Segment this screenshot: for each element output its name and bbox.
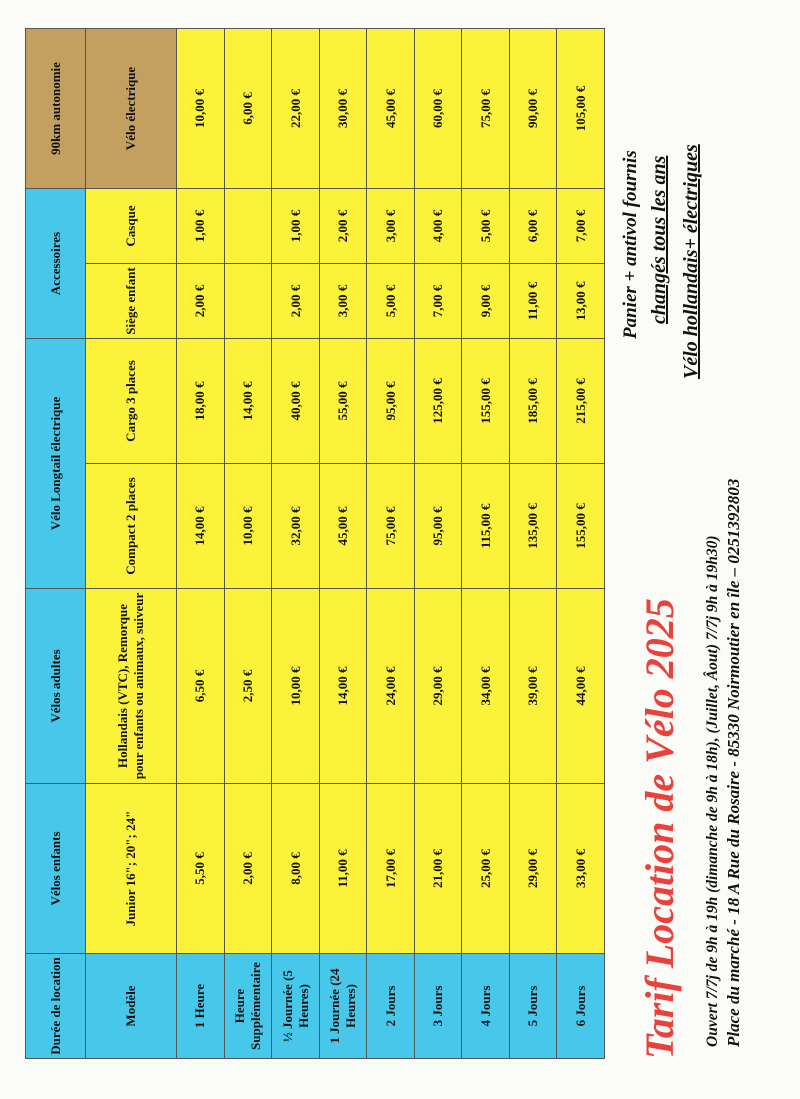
row-label: 2 Jours — [367, 954, 415, 1059]
price-child-seat: 3,00 € — [319, 264, 367, 339]
price-child-seat: 7,00 € — [414, 264, 462, 339]
price-helmet: 3,00 € — [367, 188, 415, 263]
price-kids: 11,00 € — [319, 784, 367, 954]
price-kids: 8,00 € — [272, 784, 320, 954]
price-helmet: 4,00 € — [414, 188, 462, 263]
feature-dutch-electric: Vélo hollandais+ électriques — [680, 144, 702, 379]
price-child-seat: 9,00 € — [462, 264, 510, 339]
price-child-seat: 2,00 € — [177, 264, 225, 339]
header-longtail: Vélo Longtail électrique — [26, 339, 86, 589]
price-helmet: 6,00 € — [509, 188, 557, 263]
price-child-seat: 2,00 € — [272, 264, 320, 339]
header-compact: Compact 2 places — [86, 464, 177, 589]
header-dutch-bike: Hollandais (VTC), Remorque pour enfants ou animaux, suiveur — [86, 589, 177, 784]
row-label: 5 Jours — [509, 954, 557, 1059]
price-adult: 44,00 € — [557, 589, 605, 784]
price-electric: 60,00 € — [414, 28, 462, 188]
price-helmet: 5,00 € — [462, 188, 510, 263]
price-helmet: 1,00 € — [177, 188, 225, 263]
price-electric: 30,00 € — [319, 28, 367, 188]
price-kids: 25,00 € — [462, 784, 510, 954]
row-label: 1 Journée (24 Heures) — [319, 954, 367, 1059]
price-adult: 29,00 € — [414, 589, 462, 784]
table-row — [557, 28, 605, 1058]
header-kids-bikes: Vélos enfants — [26, 784, 86, 954]
price-helmet: 2,00 € — [319, 188, 367, 263]
price-helmet — [224, 188, 272, 263]
price-adult: 10,00 € — [272, 589, 320, 784]
price-adult: 24,00 € — [367, 589, 415, 784]
price-helmet: 7,00 € — [557, 188, 605, 263]
header-accessories: Accessoires — [26, 188, 86, 338]
price-compact: 14,00 € — [177, 464, 225, 589]
pricing-table — [25, 28, 605, 1059]
price-adult: 6,50 € — [177, 589, 225, 784]
row-label: 6 Jours — [557, 954, 605, 1059]
price-compact: 155,00 € — [557, 464, 605, 589]
table-row — [462, 28, 510, 1058]
price-child-seat: 5,00 € — [367, 264, 415, 339]
row-label: Heure Supplémentaire — [224, 954, 272, 1059]
header-electric: Vélo électrique — [86, 28, 177, 188]
opening-hours: Ouvert 7/7j de 9h à 19h (dimanche de 9h à 18h), (Juillet, Âout) 7/7j 9h à 19h30) — [704, 535, 721, 1047]
price-electric: 45,00 € — [367, 28, 415, 188]
price-kids: 17,00 € — [367, 784, 415, 954]
price-kids: 5,50 € — [177, 784, 225, 954]
price-adult: 2,50 € — [224, 589, 272, 784]
header-adult-bikes: Vélos adultes — [26, 589, 86, 784]
header-range: 90km autonomie — [26, 28, 86, 188]
price-cargo: 40,00 € — [272, 339, 320, 464]
row-label: 1 Heure — [177, 954, 225, 1059]
price-cargo: 185,00 € — [509, 339, 557, 464]
header-cargo: Cargo 3 places — [86, 339, 177, 464]
price-kids: 33,00 € — [557, 784, 605, 954]
page-title: Tarif Location de Vélo 2025 — [637, 598, 682, 1059]
header-duration: Durée de location — [26, 954, 86, 1059]
table-row — [509, 28, 557, 1058]
price-compact: 75,00 € — [367, 464, 415, 589]
row-label: 4 Jours — [462, 954, 510, 1059]
feature-basket-lock: Panier + antivol fournis — [620, 150, 641, 339]
price-electric: 10,00 € — [177, 28, 225, 188]
price-compact: 32,00 € — [272, 464, 320, 589]
feature-yearly-renewal: changés tous les ans — [648, 155, 670, 324]
price-child-seat: 13,00 € — [557, 264, 605, 339]
table-row — [224, 28, 272, 1058]
price-electric: 105,00 € — [557, 28, 605, 188]
price-adult: 34,00 € — [462, 589, 510, 784]
row-label: 3 Jours — [414, 954, 462, 1059]
price-electric: 22,00 € — [272, 28, 320, 188]
row-label: ½ Journée (5 Heures) — [272, 954, 320, 1059]
header-junior: Junior 16"; 20"; 24" — [86, 784, 177, 954]
price-adult: 39,00 € — [509, 589, 557, 784]
price-electric: 6,00 € — [224, 28, 272, 188]
price-cargo: 18,00 € — [177, 339, 225, 464]
price-compact: 95,00 € — [414, 464, 462, 589]
table-row — [367, 28, 415, 1058]
price-kids: 2,00 € — [224, 784, 272, 954]
table-row — [177, 28, 225, 1058]
table-row — [272, 28, 320, 1058]
price-compact: 45,00 € — [319, 464, 367, 589]
table-row — [414, 28, 462, 1058]
price-helmet: 1,00 € — [272, 188, 320, 263]
address-line: Place du marché - 18 A Rue du Rosaire - 85330 Noirmoutier en île – 0251392803 — [724, 478, 743, 1047]
header-helmet: Casque — [86, 188, 177, 263]
price-cargo: 125,00 € — [414, 339, 462, 464]
price-child-seat: 11,00 € — [509, 264, 557, 339]
price-cargo: 95,00 € — [367, 339, 415, 464]
price-cargo: 14,00 € — [224, 339, 272, 464]
price-electric: 75,00 € — [462, 28, 510, 188]
price-cargo: 55,00 € — [319, 339, 367, 464]
price-child-seat — [224, 264, 272, 339]
price-cargo: 155,00 € — [462, 339, 510, 464]
price-electric: 90,00 € — [509, 28, 557, 188]
header-child-seat: Siège enfant — [86, 264, 177, 339]
price-cargo: 215,00 € — [557, 339, 605, 464]
price-adult: 14,00 € — [319, 589, 367, 784]
price-compact: 135,00 € — [509, 464, 557, 589]
price-kids: 21,00 € — [414, 784, 462, 954]
table-row — [319, 28, 367, 1058]
price-compact: 115,00 € — [462, 464, 510, 589]
price-kids: 29,00 € — [509, 784, 557, 954]
price-compact: 10,00 € — [224, 464, 272, 589]
header-model: Modèle — [86, 954, 177, 1059]
